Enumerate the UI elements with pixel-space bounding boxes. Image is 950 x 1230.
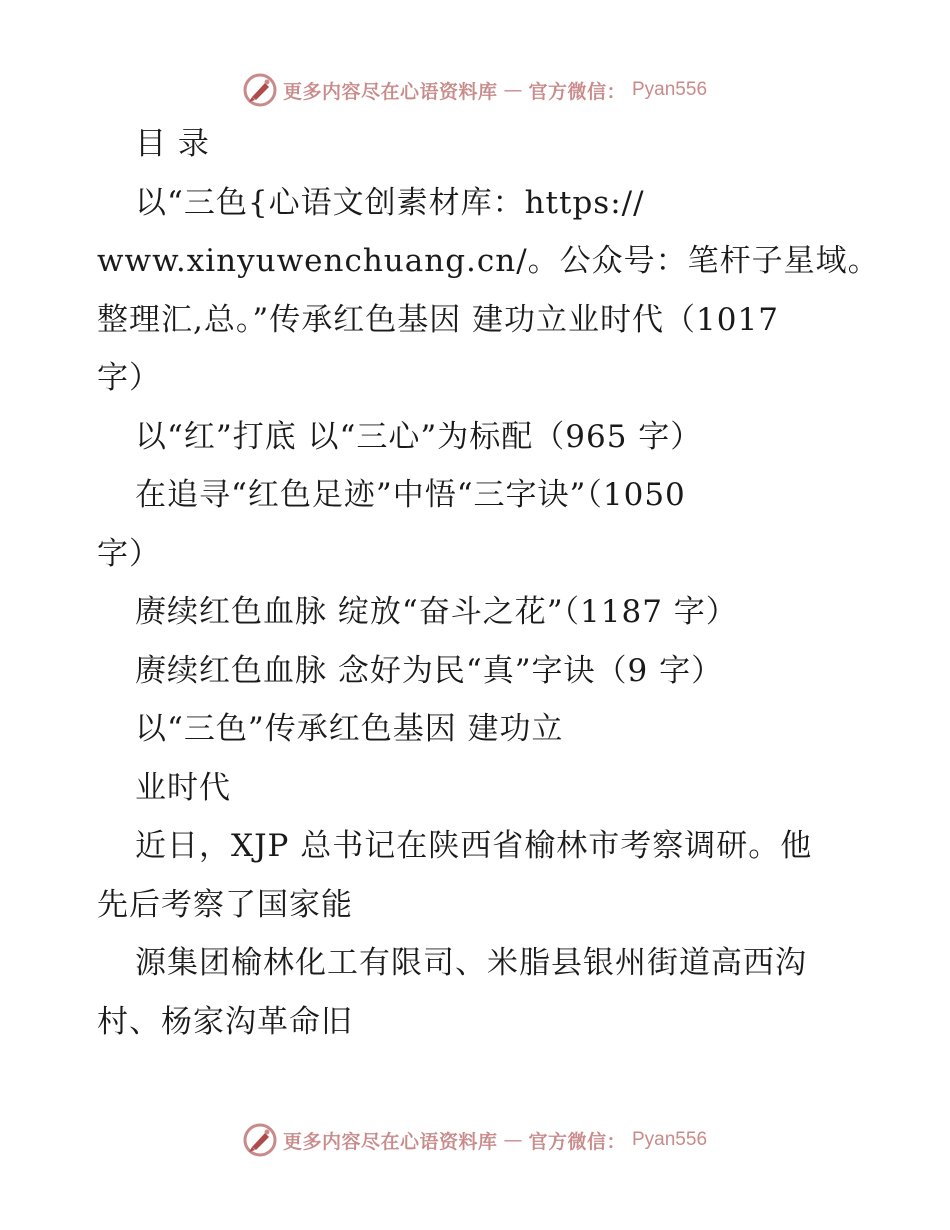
pen-nib-logo-icon	[243, 73, 277, 107]
toc-line-3: 整理汇,总。”传承红色基因 建功立业时代（1017	[97, 301, 779, 338]
paragraph-line-1: 近日，XJP 总书记在陕西省榆林市考察调研。他	[135, 828, 813, 864]
toc-line-4: 字）	[97, 360, 161, 396]
watermark-brand-text: 更多内容尽在心语资料库	[282, 1130, 498, 1153]
watermark-account: Pyan556	[632, 79, 708, 100]
paragraph-line-2: 先后考察了国家能	[97, 886, 353, 923]
watermark-separator: —	[503, 1129, 523, 1151]
toc-line-1: 以“三色{心语文创素材库：https://	[135, 184, 645, 221]
pen-nib-logo-icon	[243, 1123, 277, 1157]
watermark-label: 官方微信：	[528, 1130, 626, 1153]
document-body	[97, 115, 880, 1051]
watermark-account: Pyan556	[632, 1129, 708, 1150]
footer-watermark-inner	[243, 1120, 707, 1160]
paragraph-line-4: 村、杨家沟革命旧	[97, 1003, 353, 1040]
toc-line-8: 赓续红色血脉 绽放“奋斗之花”（1187 字）	[135, 594, 738, 630]
toc-line-7: 字）	[97, 535, 161, 572]
toc-line-9: 赓续红色血脉 念好为民“真”字诀（9 字）	[135, 652, 724, 689]
section-heading-line-2: 业时代	[135, 769, 231, 806]
watermark-brand-text: 更多内容尽在心语资料库	[282, 80, 498, 103]
paragraph-line-3: 源集团榆林化工有限司、米脂县银州街道高西沟	[135, 945, 807, 981]
watermark-label: 官方微信：	[528, 80, 626, 103]
section-heading-line-1: 以“三色”传承红色基因 建功立	[135, 711, 564, 747]
watermark-separator: —	[503, 79, 523, 101]
header-watermark-inner	[243, 70, 707, 110]
toc-line-2: www.xinyuwenchuang.cn/。公众号：笔杆子星域。	[97, 243, 880, 279]
toc-line-5: 以“红”打底 以“三心”为标配（965 字）	[135, 418, 703, 455]
header-watermark	[0, 70, 950, 110]
toc-title: 目 录	[135, 126, 210, 162]
footer-watermark	[0, 1120, 950, 1160]
toc-line-6: 在追寻“红色足迹”中悟“三字诀”（1050	[135, 477, 686, 513]
